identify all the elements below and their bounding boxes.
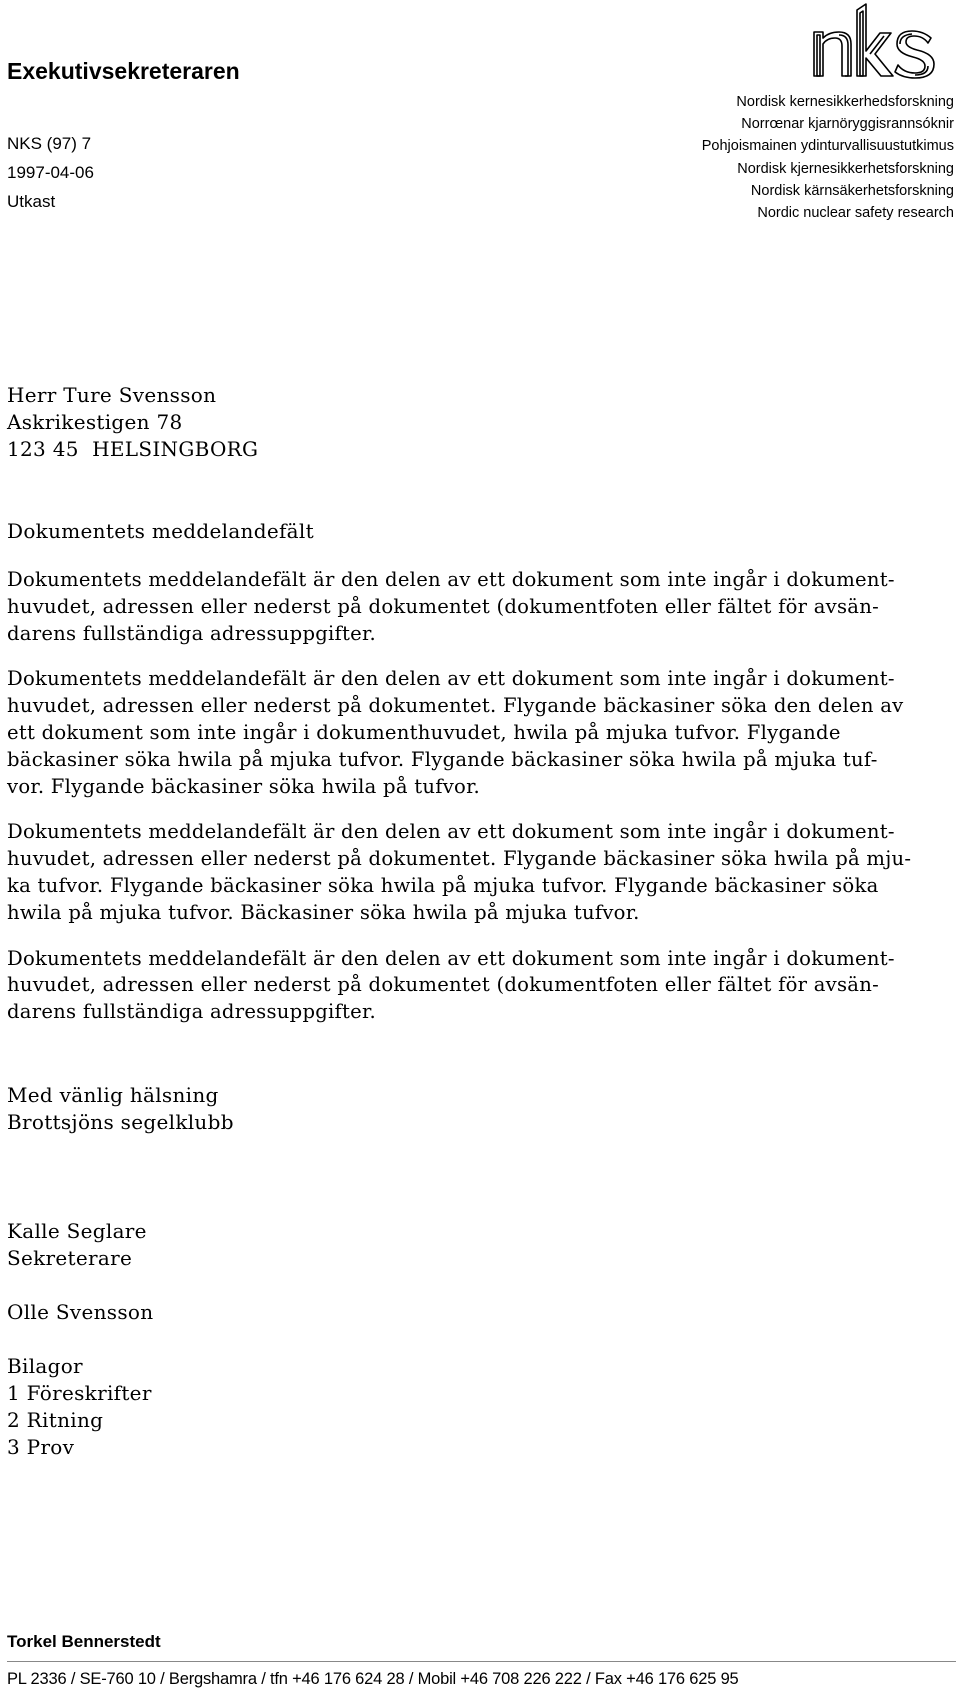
- body-paragraph: [7, 567, 942, 647]
- signatory-block: [7, 1218, 147, 1272]
- reference-number: NKS (97) 7: [7, 134, 92, 153]
- org-name-danish: Nordisk kernesikkerhedsforskning: [736, 94, 954, 110]
- body-paragraph: [7, 946, 942, 1026]
- org-name-norwegian: Nordisk kjernesikkerhetsforskning: [737, 160, 954, 177]
- document-title: Exekutivsekreteraren: [7, 58, 240, 84]
- body-line: huvudet, adressen eller nederst på dokumentet (dokumentfoten eller fältet för avsän-: [7, 973, 879, 997]
- letter-subject: Dokumentets meddelandefält: [7, 519, 314, 543]
- recipient-name: Herr Ture Svensson: [7, 383, 217, 407]
- second-signatory: [7, 1299, 153, 1326]
- body-line: huvudet, adressen eller nederst på dokumentet. Flygande bäckasiner söka den delen av: [7, 694, 904, 718]
- body-line: darens fullständiga adressuppgifter.: [7, 1000, 376, 1024]
- signatory-name: Olle Svensson: [7, 1300, 154, 1324]
- org-name-english: Nordic nuclear safety research: [757, 205, 954, 222]
- body-line: vor. Flygande bäckasiner söka hwila på tufvor.: [7, 774, 481, 798]
- footer-sender-name: Torkel Bennerstedt: [7, 1632, 161, 1651]
- signatory-title: Sekreterare: [7, 1246, 133, 1270]
- org-name-finnish: Pohjoismainen ydinturvallisuustutkimus: [701, 138, 954, 155]
- body-line: ka tufvor. Flygande bäckasiner söka hwila på mjuka tufvor. Flygande bäckasiner söka: [7, 873, 879, 897]
- recipient-street: Askrikestigen 78: [7, 410, 183, 434]
- document-header: [7, 60, 240, 83]
- document-status: Utkast: [7, 192, 56, 211]
- body-line: ett dokument som inte ingår i dokumenthuvudet, hwila på mjuka tufvor. Flygande: [7, 720, 841, 744]
- body-line: Dokumentets meddelandefält är den delen av ett dokument som inte ingår i dokument-: [7, 946, 895, 970]
- body-line: Dokumentets meddelandefält är den delen av ett dokument som inte ingår i dokument-: [7, 667, 895, 691]
- closing-greeting: Med vänlig hälsning: [7, 1083, 219, 1107]
- organization-names: [702, 91, 954, 224]
- closing-organization: Brottsjöns segelklubb: [7, 1110, 234, 1134]
- signatory-name: Kalle Seglare: [7, 1219, 147, 1243]
- body-paragraph: [7, 666, 942, 800]
- closing-block: [7, 1082, 234, 1136]
- recipient-address: [7, 382, 258, 463]
- letter-body: [7, 567, 942, 1045]
- footer-divider: [7, 1661, 956, 1662]
- document-date: 1997-04-06: [7, 163, 94, 182]
- body-paragraph: [7, 819, 942, 926]
- attachments-heading: Bilagor: [7, 1354, 83, 1378]
- body-line: huvudet, adressen eller nederst på dokumentet (dokumentfoten eller fältet för avsän-: [7, 594, 879, 618]
- org-name-swedish: Nordisk kärnsäkerhetsforskning: [750, 182, 954, 199]
- body-line: huvudet, adressen eller nederst på dokumentet. Flygande bäckasiner söka hwila på mju-: [7, 847, 912, 871]
- body-line: bäckasiner söka hwila på mjuka tufvor. Flygande bäckasiner söka hwila på mjuka tuf-: [7, 747, 878, 771]
- body-line: darens fullständiga adressuppgifter.: [7, 621, 376, 645]
- nks-logo: [811, 2, 956, 84]
- attachments-list: [7, 1353, 152, 1461]
- attachment-item: 3 Prov: [7, 1435, 75, 1459]
- body-line: hwila på mjuka tufvor. Bäckasiner söka hwila på mjuka tufvor.: [7, 900, 640, 924]
- body-line: Dokumentets meddelandefält är den delen av ett dokument som inte ingår i dokument-: [7, 568, 895, 591]
- footer-contact-info: PL 2336 / SE-760 10 / Bergshamra / tfn +46 176 624 28 / Mobil +46 708 226 222 / Fax +46 176 625 95: [7, 1670, 739, 1688]
- recipient-postal: 123 45 HELSINGBORG: [7, 437, 259, 461]
- attachment-item: 2 Ritning: [7, 1408, 104, 1432]
- attachment-item: 1 Föreskrifter: [7, 1381, 152, 1405]
- body-line: Dokumentets meddelandefält är den delen av ett dokument som inte ingår i dokument-: [7, 820, 895, 844]
- org-name-icelandic: Norrœnar kjarnöryggisrannsóknir: [741, 116, 954, 133]
